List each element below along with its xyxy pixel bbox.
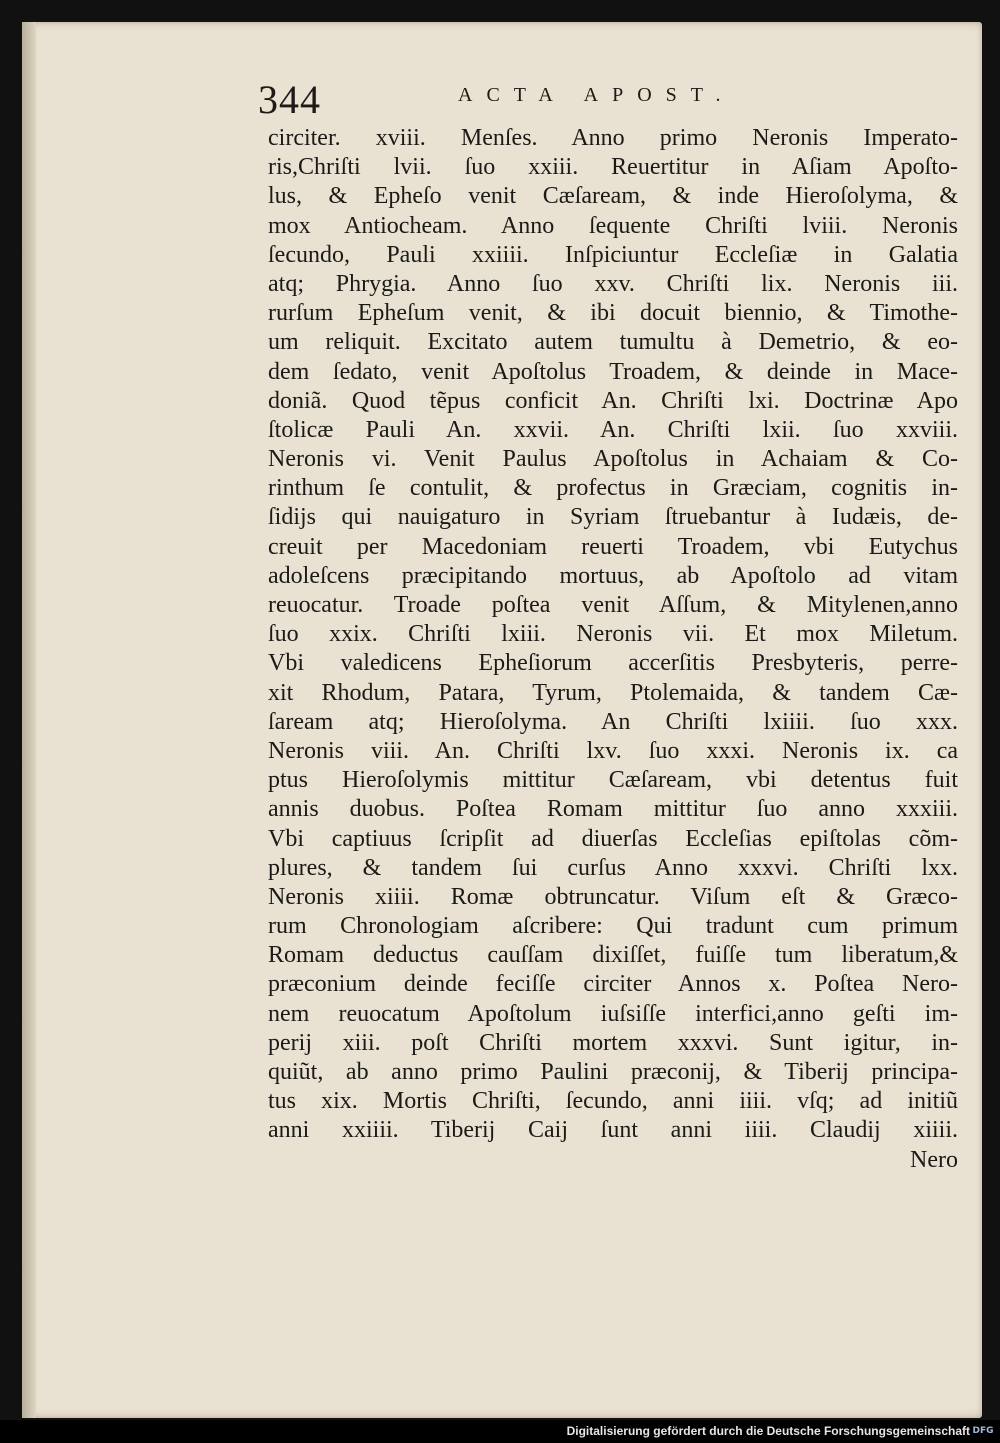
text-line: um reliquit. Excitato autem tumultu à Demetrio, & eo-	[268, 329, 958, 356]
text-line: adoleſcens præcipitando mortuus, ab Apoſtolo ad vitam	[268, 562, 958, 589]
text-line: ris,Chriſti lvii. ſuo xxiii. Reuertitur in Aſiam Apoſto-	[268, 154, 958, 181]
page-number: 344	[258, 77, 321, 122]
text-line: anni xxiiii. Tiberij Caij ſunt anni iiii. Claudij xiiii.	[268, 1117, 958, 1144]
text-line: rinthum ſe contulit, & profectus in Græciam, cognitis in-	[268, 475, 958, 502]
text-line: quiũt, ab anno primo Paulini præconij, & Tiberij principa-	[268, 1059, 958, 1085]
text-line: nem reuocatum Apoſtolum iuſsiſſe interfici,anno geſti im-	[268, 1000, 958, 1027]
text-line: Neronis viii. An. Chriſti lxv. ſuo xxxi. Neronis ix. ca	[268, 737, 958, 764]
dfg-logo: DFG	[972, 1426, 994, 1436]
page-gutter-shadow	[22, 22, 36, 1418]
text-line: mox Antiocheam. Anno ſequente Chriſti lviii. Neronis	[268, 212, 958, 239]
text-line: atq; Phrygia. Anno ſuo xxv. Chriſti lix. Neronis iii.	[268, 270, 958, 297]
body-text	[268, 124, 958, 1175]
text-line: ptus Hieroſolymis mittitur Cæſaream, vbi detentus fuit	[268, 767, 958, 794]
text-line: annis duobus. Poſtea Romam mittitur ſuo anno xxxiii.	[268, 796, 958, 823]
text-line: perij xiii. poſt Chriſti mortem xxxvi. Sunt igitur, in-	[268, 1029, 958, 1056]
text-line: præconium deinde feciſſe circiter Annos x. Poſtea Nero-	[268, 971, 958, 998]
text-line: doniã. Quod tẽpus conficit An. Chriſti lxi. Doctrinæ Apo	[268, 387, 958, 414]
text-line: lus, & Epheſo venit Cæſaream, & inde Hieroſolyma, &	[268, 183, 958, 210]
page-header	[258, 70, 958, 124]
running-head: ACTA APOST.	[458, 84, 735, 106]
text-line: ſaream atq; Hieroſolyma. An Chriſti lxiiii. ſuo xxx.	[268, 708, 958, 735]
text-line: Neronis vi. Venit Paulus Apoſtolus in Achaiam & Co-	[268, 446, 958, 473]
text-line: plures, & tandem ſui curſus Anno xxxvi. Chriſti lxx.	[268, 854, 958, 881]
text-line: Nero	[910, 1146, 958, 1173]
text-line: creuit per Macedoniam reuerti Troadem, vbi Eutychus	[268, 533, 958, 560]
text-line: reuocatur. Troade poſtea venit Aſſum, & Mitylenen,anno	[268, 592, 958, 618]
footer-bar	[0, 1420, 1000, 1443]
text-line: dem ſedato, venit Apoſtolus Troadem, & deinde in Mace-	[268, 358, 958, 385]
text-line: Vbi valedicens Epheſiorum accerſitis Presbyteris, perre-	[268, 650, 958, 677]
text-line: ſecundo, Pauli xxiiii. Inſpiciuntur Eccleſiæ in Galatia	[268, 241, 958, 268]
text-line: ſuo xxix. Chriſti lxiii. Neronis vii. Et mox Miletum.	[268, 621, 958, 648]
text-line: Neronis xiiii. Romæ obtruncatur. Viſum eſt & Græco-	[268, 883, 958, 910]
text-line: ſidijs qui nauigaturo in Syriam ſtruebantur à Iudæis, de-	[268, 504, 958, 531]
text-line: Romam deductus cauſſam dixiſſet, fuiſſe tum liberatum,&	[268, 942, 958, 969]
text-line: rum Chronologiam aſcribere: Qui tradunt cum primum	[268, 913, 958, 940]
funding-credit: Digitalisierung gefördert durch die Deutsche Forschungsgemeinschaft	[566, 1424, 970, 1438]
text-line: rurſum Epheſum venit, & ibi docuit biennio, & Timothe-	[268, 300, 958, 327]
text-line: tus xix. Mortis Chriſti, ſecundo, anni iiii. vſq; ad initiũ	[268, 1088, 958, 1115]
text-line: circiter. xviii. Menſes. Anno primo Neronis Imperato-	[268, 125, 958, 151]
text-line: xit Rhodum, Patara, Tyrum, Ptolemaida, & tandem Cæ-	[268, 679, 958, 706]
text-line: ſtolicæ Pauli An. xxvii. An. Chriſti lxii. ſuo xxviii.	[268, 416, 958, 443]
text-line: Vbi captiuus ſcripſit ad diuerſas Eccleſias epiſtolas cõm-	[268, 825, 958, 852]
